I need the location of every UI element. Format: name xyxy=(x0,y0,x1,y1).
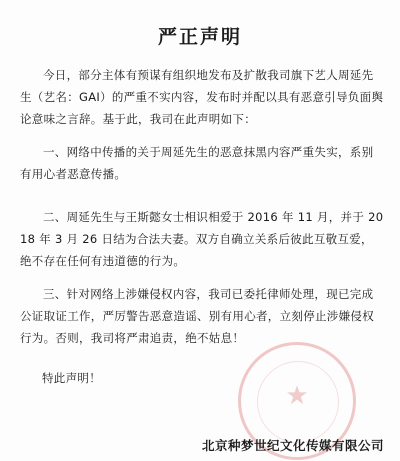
paragraph-point-one: 一、网络中传播的关于周延先生的恶意抹黑内容严重失实，系别有用心者恶意传播。 xyxy=(20,145,374,181)
paragraph-point-three: 三、针对网络上涉嫌侵权内容，我司已委托律师处理，现已完成公证取证工作，严厉警告恶意造谣、别有用心者，立刻停止涉嫌侵权行为。否则，我司将严肃追责，绝不姑息！ xyxy=(20,287,374,345)
company-signature: 北京种梦世纪文化传媒有限公司 xyxy=(201,438,384,453)
paragraph-intro: 今日，部分主体有预谋有组织地发布及扩散我司旗下艺人周延先生（艺名：GAI）的严重不实内容，发布时并配以具有恶意引导负面舆论意味之言辞。基于此，我司在此声明如下： xyxy=(20,68,384,126)
seal-star-icon: ★ xyxy=(285,381,309,411)
closing-line: 特此声明！ xyxy=(42,371,101,385)
paragraph-point-two: 二、周延先生与王斯懿女士相识相爱于 2016 年 11 月，并于 2018 年 3 月 26 日结为合法夫妻。双方自确立关系后彼此互敬互爱，绝不存在任何有违道德的行为。 xyxy=(20,210,384,268)
document-title: 严正声明 xyxy=(157,26,242,48)
